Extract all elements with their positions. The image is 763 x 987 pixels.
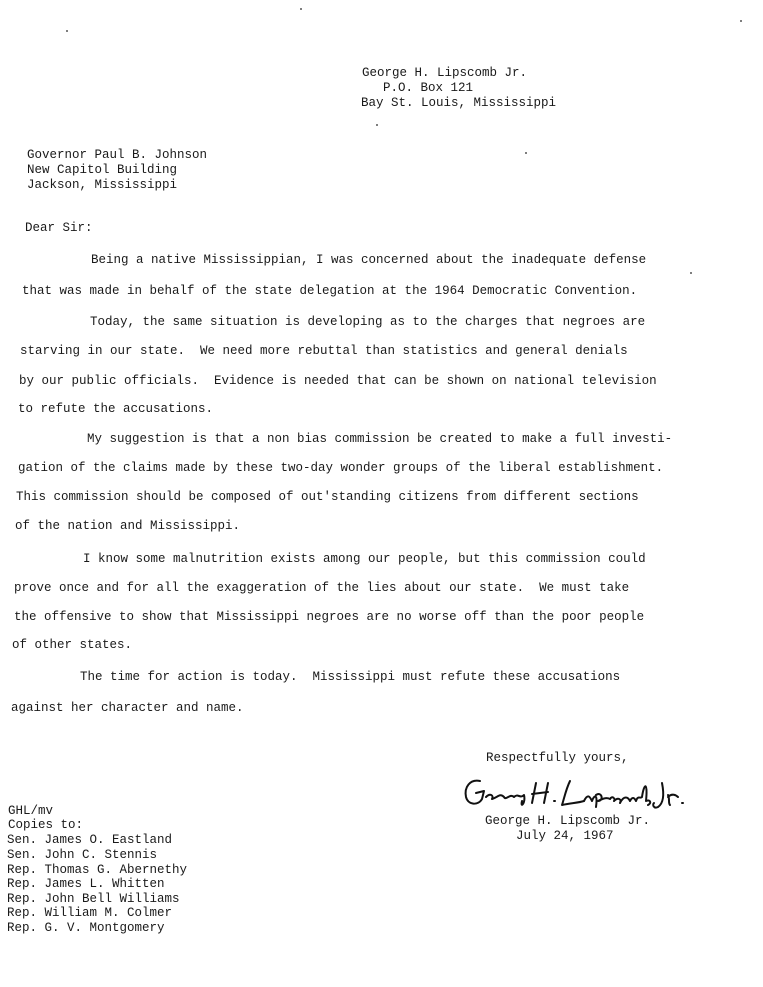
paragraph-5-line-2: against her character and name. [11,701,244,715]
copy-recipient: Rep. John Bell Williams [7,892,180,906]
scan-speck [690,272,692,274]
scan-speck [300,8,302,10]
paragraph-1-line-2: that was made in behalf of the state delegation at the 1964 Democratic Convention. [22,284,638,298]
paragraph-2-line-3: by our public officials. Evidence is needed that can be shown on national television [19,374,657,388]
scan-speck [740,20,742,22]
copy-recipient: Rep. Thomas G. Abernethy [7,863,188,877]
letter-date: July 24, 1967 [516,829,614,843]
paragraph-1-line-1: Being a native Mississippian, I was concerned about the inadequate defense [91,253,647,267]
scan-speck [376,124,378,126]
sender-name: George H. Lipscomb Jr. [362,66,528,80]
recipient-city: Jackson, Mississippi [27,178,178,192]
paragraph-2-line-4: to refute the accusations. [18,402,214,416]
copy-recipient: Sen. James O. Eastland [7,833,173,847]
paragraph-4-line-4: of other states. [12,638,133,652]
sender-city: Bay St. Louis, Mississippi [361,96,557,110]
signature [462,773,687,815]
scan-speck [66,30,68,32]
typist-initials: GHL/mv [8,804,54,818]
recipient-building: New Capitol Building [27,163,178,177]
paragraph-4-line-1: I know some malnutrition exists among our people, but this commission could [83,552,646,566]
sender-box: P.O. Box 121 [383,81,474,95]
recipient-name: Governor Paul B. Johnson [27,148,208,162]
copy-recipient: Sen. John C. Stennis [7,848,158,862]
paragraph-3-line-3: This commission should be composed of out'standing citizens from different sections [16,490,639,504]
copy-recipient: Rep. G. V. Montgomery [7,921,165,935]
paragraph-2-line-1: Today, the same situation is developing as to the charges that negroes are [90,315,646,329]
scan-speck [525,152,527,154]
copy-recipient: Rep. William M. Colmer [7,906,173,920]
copies-label: Copies to: [8,818,84,832]
closing: Respectfully yours, [486,751,629,765]
salutation: Dear Sir: [25,221,93,235]
paragraph-4-line-3: the offensive to show that Mississippi negroes are no worse off than the poor people [14,610,645,624]
copy-recipient: Rep. James L. Whitten [7,877,165,891]
paragraph-4-line-2: prove once and for all the exaggeration of the lies about our state. We must take [14,581,630,595]
paragraph-2-line-2: starving in our state. We need more rebuttal than statistics and general denials [20,344,628,358]
paragraph-3-line-2: gation of the claims made by these two-day wonder groups of the liberal establishment. [18,461,664,475]
paragraph-3-line-1: My suggestion is that a non bias commission be created to make a full investi- [87,432,673,446]
paragraph-5-line-1: The time for action is today. Mississippi must refute these accusations [80,670,621,684]
paragraph-3-line-4: of the nation and Mississippi. [15,519,241,533]
signer-name: George H. Lipscomb Jr. [485,814,651,828]
